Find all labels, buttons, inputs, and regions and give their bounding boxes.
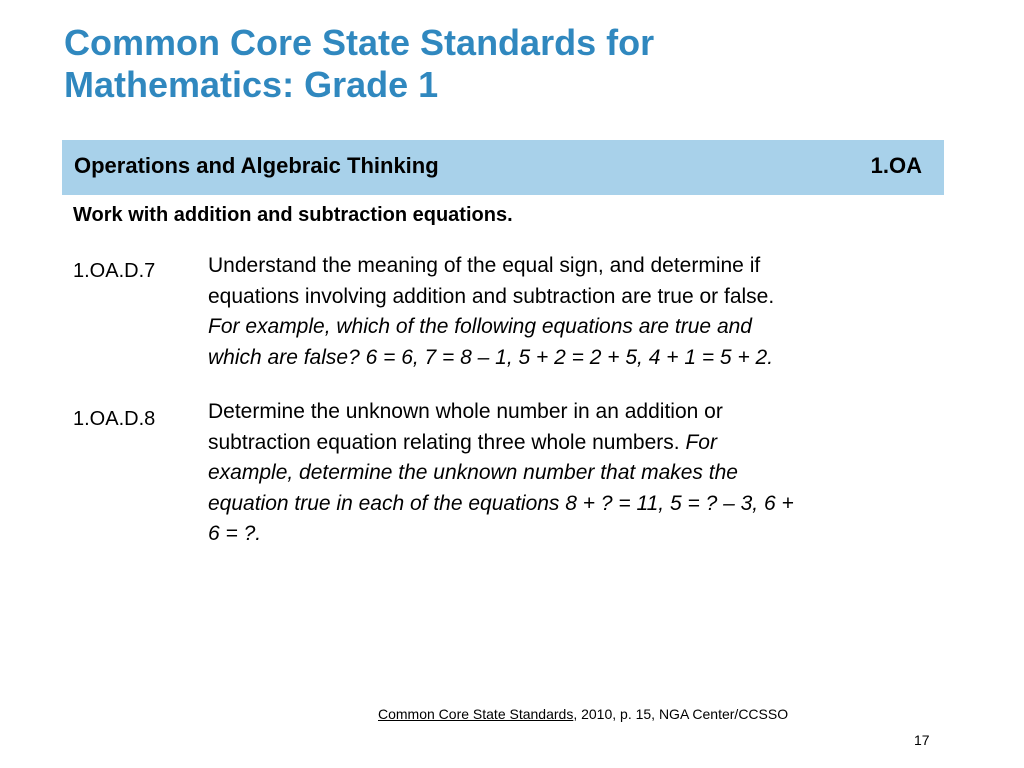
standard-d8-line-1: Determine the unknown whole number in an addition or [208, 400, 723, 423]
slide-title-line-1: Common Core State Standards for [64, 22, 655, 63]
standard-d8-line-2 [208, 428, 938, 459]
standard-d7-line-3 [208, 312, 938, 343]
standard-code-d7: 1.OA.D.7 [73, 260, 156, 282]
domain-header-bar [62, 140, 944, 195]
standard-d8-line-4 [208, 489, 938, 520]
slide-title-line-2: Mathematics: Grade 1 [64, 64, 439, 105]
standard-d7-line-1: Understand the meaning of the equal sign, and determine if [208, 254, 761, 277]
standard-text-d8 [208, 397, 938, 550]
standard-d8-example-3: 6 = ?. [208, 522, 262, 545]
standard-d8-example-start: For [685, 430, 717, 454]
slide-title [64, 22, 964, 106]
standard-d8-line-5 [208, 519, 938, 550]
standard-d7-line-2: equations involving addition and subtraction are true or false. [208, 284, 775, 308]
citation-link[interactable]: Common Core State Standards [378, 706, 574, 722]
standard-d8-line-2-text: subtraction equation relating three whole numbers. [208, 430, 686, 454]
citation-details: , 2010, p. 15, NGA Center/CCSSO [573, 706, 789, 722]
domain-name: Operations and Algebraic Thinking [74, 153, 439, 178]
standard-text-d7 [208, 251, 938, 373]
standard-d7-line-4 [208, 343, 938, 374]
cluster-heading: Work with addition and subtraction equations. [73, 204, 513, 226]
standard-d8-line-3 [208, 458, 938, 489]
citation [378, 706, 788, 722]
domain-code: 1.OA [870, 153, 922, 178]
standard-code-d8: 1.OA.D.8 [73, 408, 156, 430]
standard-d8-example-1: example, determine the unknown number that makes the [208, 461, 738, 484]
slide-number: 17 [914, 732, 930, 748]
standard-d8-example-2: equation true in each of the equations 8 + ? = 11, 5 = ? – 3, 6 + [208, 491, 794, 515]
standard-d7-example-2: which are false? 6 = 6, 7 = 8 – 1, 5 + 2 = 2 + 5, 4 + 1 = 5 + 2. [208, 345, 774, 369]
standard-d7-example-1: For example, which of the following equations are true and [208, 315, 752, 338]
